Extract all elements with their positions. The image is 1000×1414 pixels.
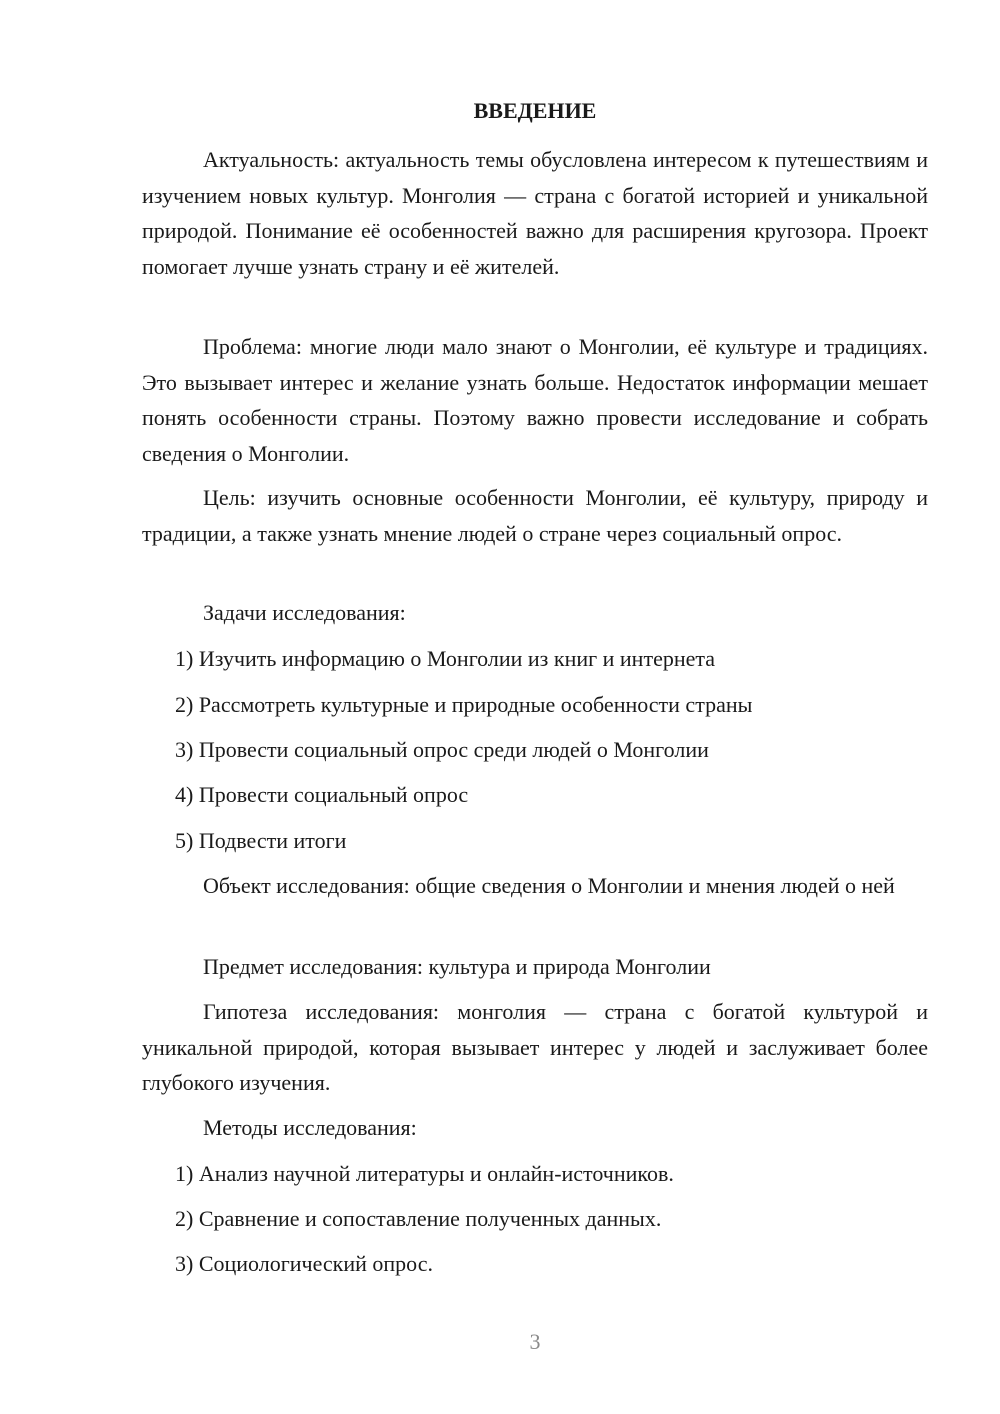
paragraph-hypothesis: Гипотеза исследования: монголия — страна с богатой культурой и уникальной природой, которая вызывает интерес у людей и заслуживает более глубокого изучения. bbox=[142, 999, 928, 1095]
page-number: 3 bbox=[529, 1329, 541, 1354]
task-item-5: 5) Подвести итоги bbox=[175, 828, 347, 853]
paragraph-goal: Цель: изучить основные особенности Монголии, её культуру, природу и традиции, а также узнать мнение людей о стране через социальный опрос. bbox=[142, 485, 928, 546]
paragraph-problem: Проблема: многие люди мало знают о Монголии, её культуре и традициях. Это вызывает интерес и желание узнать больше. Недостаток информации мешает понять особенности страны. Поэтому важно провести исследование и собрать сведения о Монголии. bbox=[142, 334, 928, 466]
task-item-2: 2) Рассмотреть культурные и природные особенности страны bbox=[175, 692, 753, 717]
task-item-3: 3) Провести социальный опрос среди людей о Монголии bbox=[175, 737, 709, 762]
method-item-2: 2) Сравнение и сопоставление полученных данных. bbox=[175, 1206, 662, 1231]
paragraph-relevance: Актуальность: актуальность темы обусловлена интересом к путешествиям и изучением новых культур. Монголия — страна с богатой историей и уникальной природой. Понимание её особенностей важно для расширения кругозора. Проект помогает лучше узнать страну и её жителей. bbox=[142, 147, 928, 279]
methods-heading: Методы исследования: bbox=[203, 1115, 417, 1140]
paragraph-object: Объект исследования: общие сведения о Монголии и мнения людей о ней bbox=[203, 873, 895, 898]
page-title: ВВЕДЕНИЕ bbox=[473, 98, 597, 123]
method-item-1: 1) Анализ научной литературы и онлайн-источников. bbox=[175, 1161, 674, 1186]
task-item-1: 1) Изучить информацию о Монголии из книг и интернета bbox=[175, 646, 716, 671]
method-item-3: 3) Социологический опрос. bbox=[175, 1251, 433, 1276]
task-item-4: 4) Провести социальный опрос bbox=[175, 782, 469, 807]
paragraph-subject: Предмет исследования: культура и природа Монголии bbox=[203, 954, 711, 979]
tasks-heading: Задачи исследования: bbox=[203, 600, 406, 625]
